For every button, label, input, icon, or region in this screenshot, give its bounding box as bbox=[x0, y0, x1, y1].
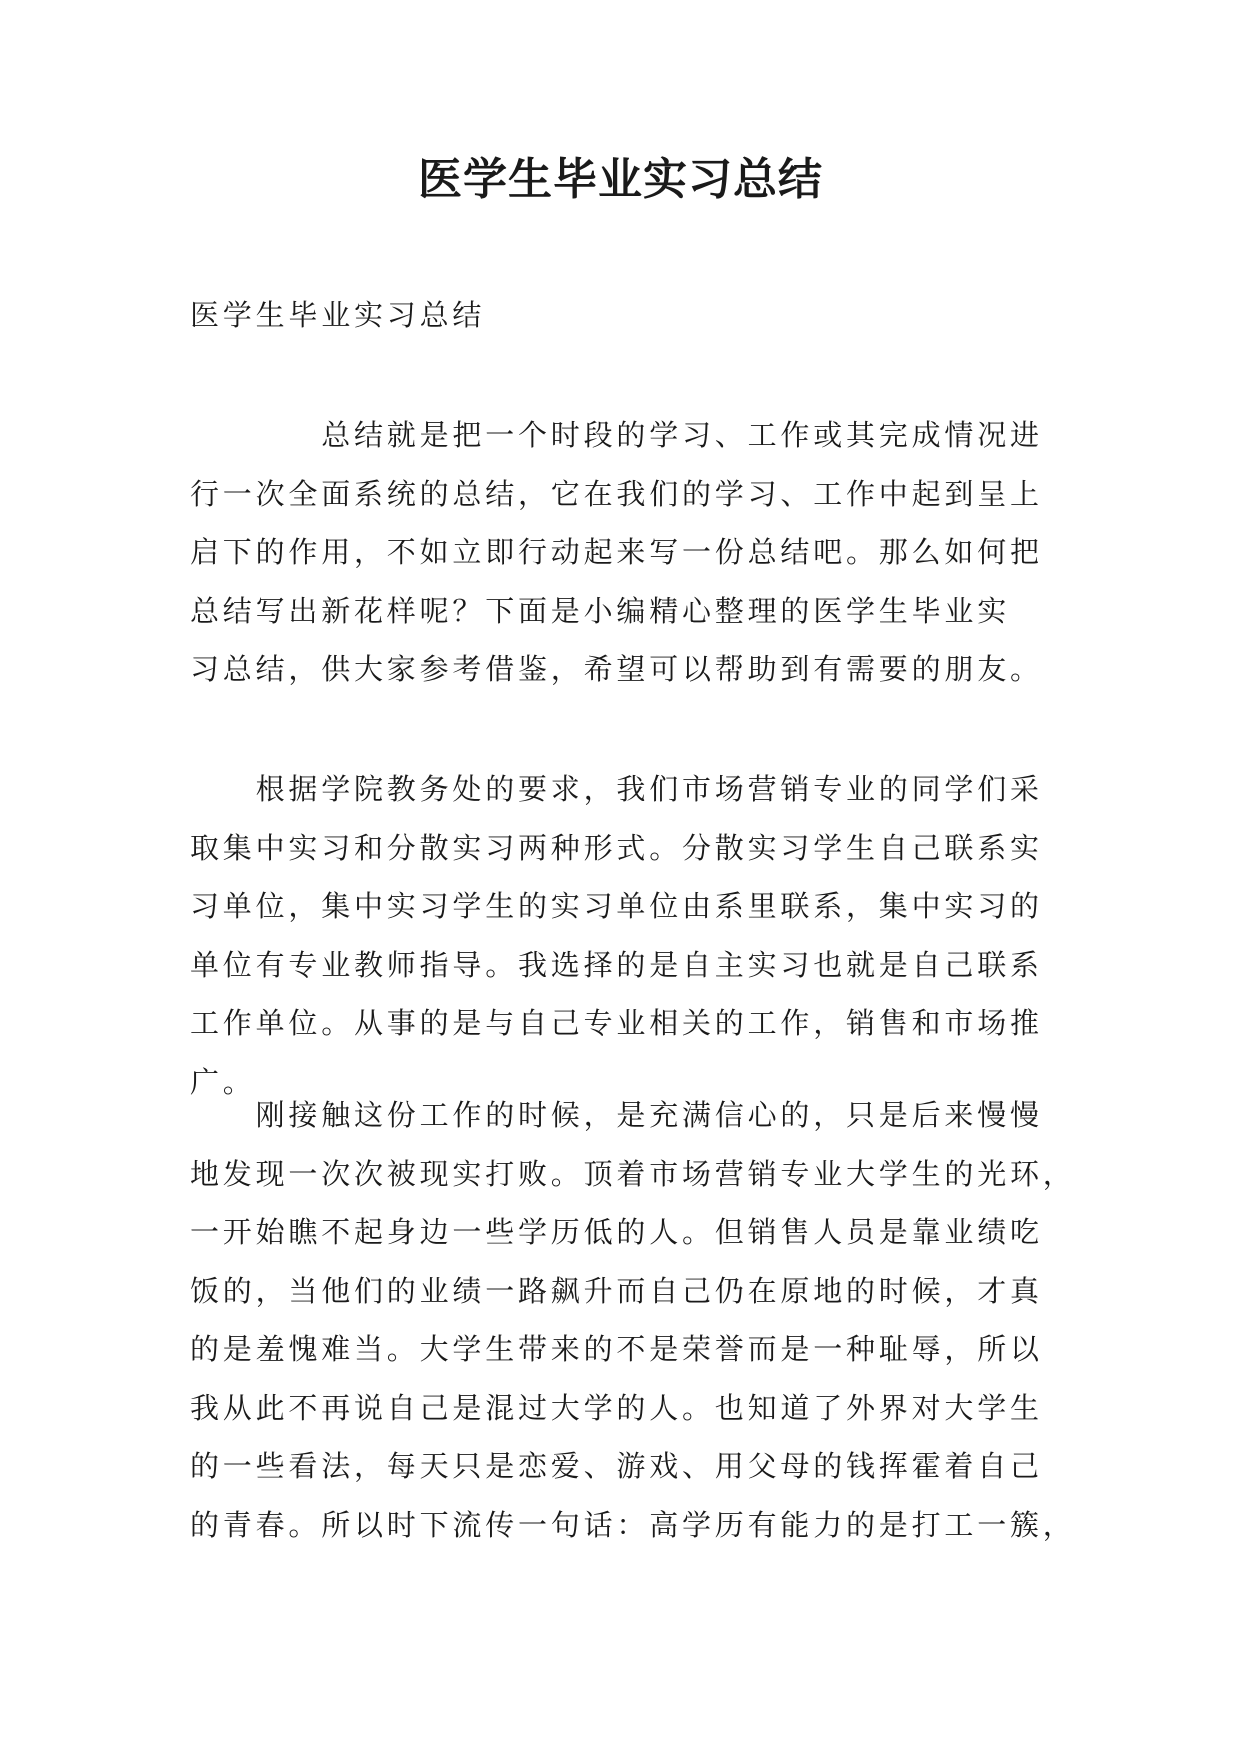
text-line: 总结就是把一个时段的学习、工作或其完成情况进 bbox=[190, 418, 1043, 452]
text-line: 总结写出新花样呢？下面是小编精心整理的医学生毕业实 bbox=[190, 593, 1011, 628]
text-line: 我从此不再说自己是混过大学的人。也知道了外界对大学生 bbox=[190, 1390, 1043, 1425]
text-line: 根据学院教务处的要求，我们市场营销专业的同学们采 bbox=[190, 772, 1043, 806]
text-line: 行一次全面系统的总结，它在我们的学习、工作中起到呈上 bbox=[190, 476, 1043, 511]
text-line: 习总结，供大家参考借鉴，希望可以帮助到有需要的朋友。 bbox=[190, 652, 1043, 686]
text-line: 的青春。所以时下流传一句话：高学历有能力的是打工一簇， bbox=[190, 1507, 1076, 1542]
document-subtitle: 医学生毕业实习总结 bbox=[190, 298, 486, 332]
document-title: 医学生毕业实习总结 bbox=[418, 154, 823, 205]
text-line: 习单位，集中实习学生的实习单位由系里联系，集中实习的 bbox=[190, 889, 1043, 923]
text-line: 单位有专业教师指导。我选择的是自主实习也就是自己联系 bbox=[190, 947, 1043, 982]
text-line: 刚接触这份工作的时候，是充满信心的，只是后来慢慢 bbox=[190, 1098, 1043, 1132]
paragraph-work-experience bbox=[190, 1086, 1076, 1554]
text-line: 的一些看法，每天只是恋爱、游戏、用父母的钱挥霍着自己 bbox=[190, 1449, 1043, 1483]
paragraph-intro bbox=[190, 406, 1070, 699]
text-line: 地发现一次次被现实打败。顶着市场营销专业大学生的光环， bbox=[190, 1156, 1076, 1191]
text-line: 取集中实习和分散实习两种形式。分散实习学生自己联系实 bbox=[190, 830, 1043, 865]
text-line: 一开始瞧不起身边一些学历低的人。但销售人员是靠业绩吃 bbox=[190, 1215, 1043, 1249]
text-line: 启下的作用，不如立即行动起来写一份总结吧。那么如何把 bbox=[190, 535, 1043, 569]
text-line: 的是羞愧难当。大学生带来的不是荣誉而是一种耻辱，所以 bbox=[190, 1332, 1043, 1366]
text-line: 广。 bbox=[190, 1064, 256, 1099]
text-line: 饭的，当他们的业绩一路飙升而自己仍在原地的时候，才真 bbox=[190, 1273, 1043, 1308]
text-line: 工作单位。从事的是与自己专业相关的工作，销售和市场推 bbox=[190, 1006, 1043, 1040]
paragraph-internship-form bbox=[190, 760, 1070, 1111]
